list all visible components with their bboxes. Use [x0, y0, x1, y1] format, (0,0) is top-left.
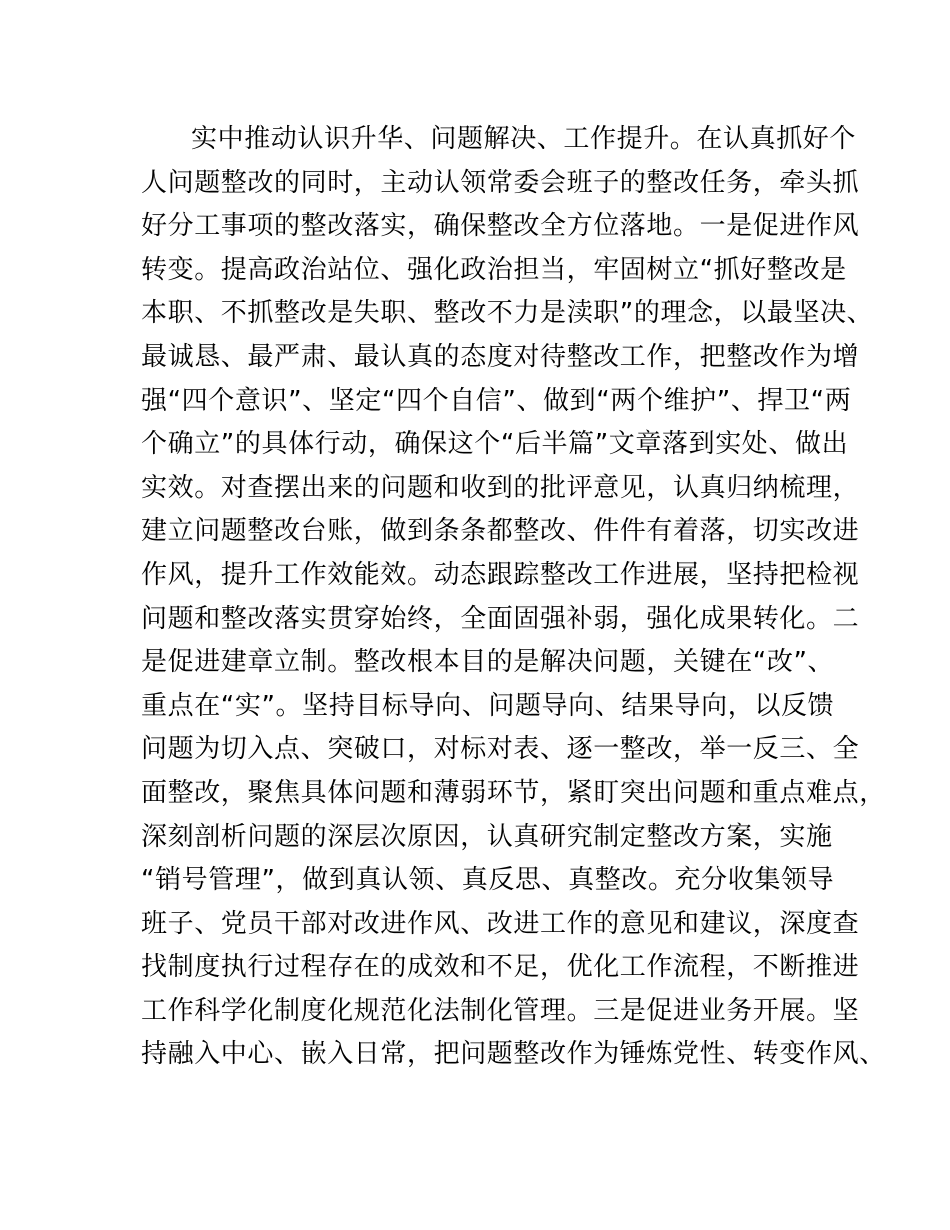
text-line: 找制度执行过程存在的成效和不足，优化工作流程，不断推进: [141, 952, 860, 983]
text-line: 个确立”的具体行动，确保这个“后半篇”文章落到实处、做出: [141, 429, 849, 460]
text-line: 重点在“实”。坚持目标导向、问题导向、结果导向，以反馈: [141, 690, 835, 721]
text-line: “销号管理”，做到真认领、真反思、真整改。充分收集领导: [141, 865, 835, 896]
text-line: 实中推动认识升华、问题解决、工作提升。在认真抓好个: [191, 124, 857, 154]
body-paragraph: [141, 118, 886, 1077]
text-line: 是促进建章立制。整改根本目的是解决问题，关键在“改”、: [141, 647, 835, 678]
text-line: 问题为切入点、突破口，对标对表、逐一整改，举一反三、全: [141, 734, 860, 765]
text-line: 实效。对查摆出来的问题和收到的批评意见，认真归纳梳理，: [141, 472, 860, 503]
text-line: 班子、党员干部对改进作风、改进工作的意见和建议，深度查: [141, 908, 860, 939]
text-line: 强“四个意识”、坚定“四个自信”、做到“两个维护”、捍卫“两: [141, 385, 852, 416]
text-line: 好分工事项的整改落实，确保整改全方位落地。一是促进作风: [141, 211, 860, 242]
text-line: 面整改，聚焦具体问题和薄弱环节，紧盯突出问题和重点难点，: [141, 777, 886, 808]
text-line: 深刻剖析问题的深层次原因，认真研究制定整改方案，实施: [141, 821, 833, 852]
text-line: 问题和整改落实贯穿始终，全面固强补弱，强化成果转化。二: [141, 603, 860, 634]
text-line: 作风，提升工作效能效。动态跟踪整改工作进展，坚持把检视: [141, 559, 860, 590]
text-line: 工作科学化制度化规范化法制化管理。三是促进业务开展。坚: [141, 995, 860, 1026]
text-line: 本职、不抓整改是失职、整改不力是渎职”的理念，以最坚决、: [141, 298, 874, 329]
text-line: 最诚恳、最严肃、最认真的态度对待整改工作，把整改作为增: [141, 341, 860, 372]
text-line: 建立问题整改台账，做到条条都整改、件件有着落，切实改进: [141, 516, 860, 547]
text-line: 持融入中心、嵌入日常，把问题整改作为锤炼党性、转变作风、: [141, 1039, 886, 1070]
text-line: 人问题整改的同时，主动认领常委会班子的整改任务，牵头抓: [141, 167, 860, 198]
text-line: 转变。提高政治站位、强化政治担当，牢固树立“抓好整改是: [141, 254, 847, 285]
